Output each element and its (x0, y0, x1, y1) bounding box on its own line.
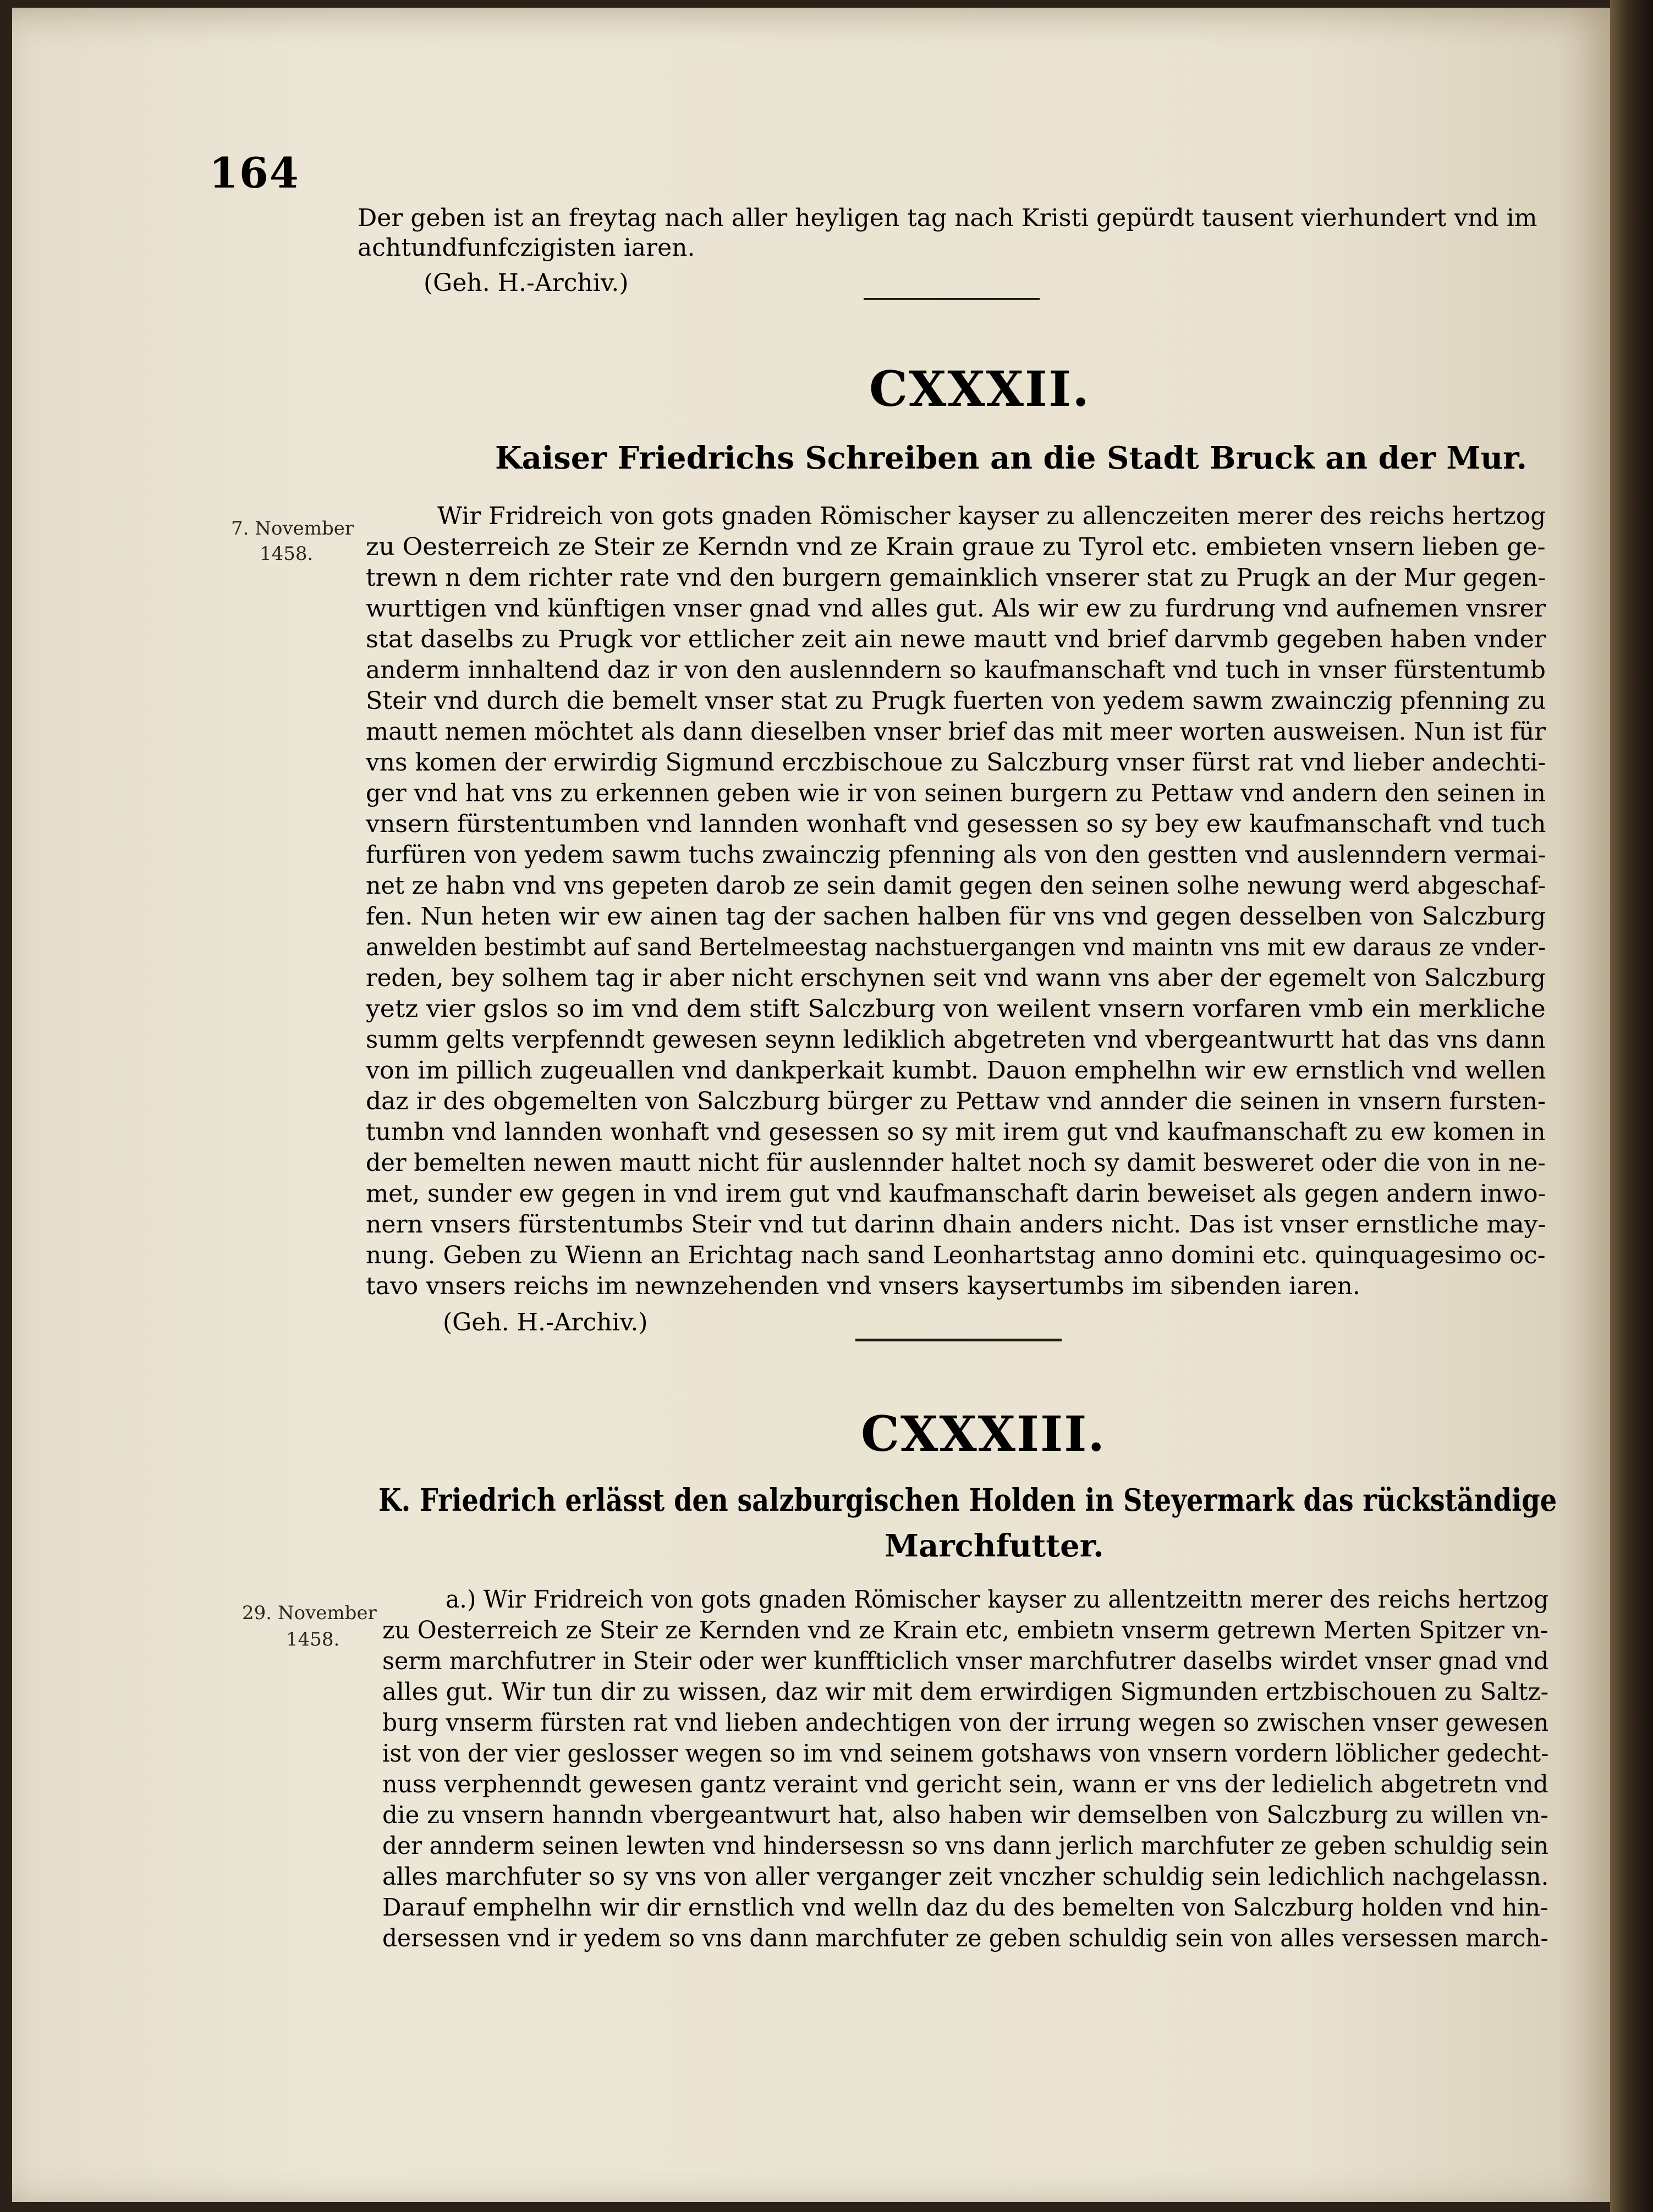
document-title: K. Friedrich erlässt den salzburgischen Holden in Steyermark das rückständige (378, 1482, 1557, 1518)
text-line: trewn n dem richter rate vnd den burgern gemainklich vnserer stat zu Prugk an der Mur gegen- (366, 564, 1546, 592)
text-line: alles gut. Wir tun dir zu wissen, daz wir mit dem erwirdigen Sigmunden ertzbischouen zu Saltz- (382, 1678, 1549, 1706)
book-spine (1610, 0, 1653, 2212)
intro-source: (Geh. H.-Archiv.) (424, 269, 629, 297)
section-divider (855, 1339, 1062, 1341)
document-number-heading: CXXXIII. (861, 1405, 1106, 1462)
text-line: zu Oesterreich ze Steir ze Kerndn vnd ze Krain graue zu Tyrol etc. embieten vnsern lieben ge- (366, 533, 1546, 561)
text-line: anwelden bestimbt auf sand Bertelmeestag nachstuergangen vnd maintn vns mit ew daraus ze vnder- (366, 933, 1546, 961)
document-source: (Geh. H.-Archiv.) (443, 1308, 648, 1336)
text-line: vnsern fürstentumben vnd lannden wonhaft vnd gesessen so sy bey ew kaufmanschaft vnd tuch (366, 810, 1546, 838)
text-line: der annderm seinen lewten vnd hindersessn so vns dann jerlich marchfuter ze geben schuldig sein (382, 1832, 1549, 1860)
text-line: summ gelts verpfenndt gewesen seynn lediklich abgetreten vnd vbergeantwurtt hat das vns dann (366, 1026, 1546, 1054)
text-line: daz ir des obgemelten von Salczburg bürger zu Pettaw vnd annder die seinen in vnsern fursten- (366, 1087, 1546, 1115)
text-line: reden, bey solhem tag ir aber nicht erschynen seit vnd wann vns aber der egemelt von Salczburg (366, 964, 1546, 992)
text-line: Darauf emphelhn wir dir ernstlich vnd welln daz du des bemelten von Salczburg holden vnd hin- (382, 1894, 1548, 1922)
text-line: dersessen vnd ir yedem so vns dann marchfuter ze geben schuldig sein von alles versessen march- (382, 1924, 1548, 1952)
text-line: mautt nemen möchtet als dann dieselben vnser brief das mit meer worten ausweisen. Nun ist für (366, 718, 1546, 746)
text-line: der bemelten newen mautt nicht für auslennder haltet noch sy damit besweret oder die von in ne- (366, 1149, 1546, 1177)
section-divider (864, 298, 1040, 300)
text-line: die zu vnsern hanndn vbergeantwurt hat, also haben wir demselben von Salczburg zu willen vn- (382, 1801, 1548, 1829)
text-line: met, sunder ew gegen in vnd irem gut vnd kaufmanschaft darin beweiset als gegen andern inwo- (366, 1180, 1546, 1208)
year-margin-note: 1458. (286, 1628, 340, 1650)
text-line: nuss verphenndt gewesen gantz veraint vnd gericht sein, wann er vns der ledielich abgetretn vnd (382, 1770, 1548, 1798)
text-line: von im pillich zugeuallen vnd dankperkait kumbt. Dauon emphelhn wir ew ernstlich vnd wellen (366, 1057, 1546, 1085)
intro-line: Der geben ist an freytag nach aller heyligen tag nach Kristi gepürdt tausent vierhundert vnd im (358, 204, 1537, 232)
date-margin-note: 7. November (231, 518, 354, 540)
text-line: furfüren von yedem sawm tuchs zwainczig pfenning als von den gestten vnd auslenndern vermai- (366, 841, 1546, 869)
date-margin-note: 29. November (242, 1602, 377, 1624)
year-margin-note: 1458. (260, 543, 314, 565)
text-line: nung. Geben zu Wienn an Erichtag nach sand Leonhartstag anno domini etc. quinquagesimo oc- (366, 1241, 1546, 1269)
document-number-heading: CXXXII. (869, 360, 1090, 417)
text-line: ist von der vier geslosser wegen so im vnd seinem gotshaws von vnsern vordern löblicher gedecht- (382, 1740, 1549, 1768)
text-line: nern vnsers fürstentumbs Steir vnd tut darinn dhain anders nicht. Das ist vnser ernstliche may- (366, 1210, 1546, 1239)
intro-line: achtundfunfczigisten iaren. (358, 234, 695, 262)
text-line: vns komen der erwirdig Sigmund erczbischoue zu Salczburg vnser fürst rat vnd lieber andechti- (366, 749, 1546, 777)
text-line: a.) Wir Fridreich von gots gnaden Römischer kayser zu allentzeittn merer des reichs hertzog (446, 1586, 1549, 1614)
text-line: alles marchfuter so sy vns von aller verganger zeit vnczher schuldig sein ledichlich nachgelassn. (382, 1863, 1549, 1891)
text-line: wurttigen vnd künftigen vnser gnad vnd alles gut. Als wir ew zu furdrung vnd aufnemen vnsrer (366, 595, 1546, 623)
document-title: Kaiser Friedrichs Schreiben an die Stadt Bruck an der Mur. (495, 440, 1527, 476)
text-line: stat daselbs zu Prugk vor ettlicher zeit ain newe mautt vnd brief darvmb gegeben haben vnder (366, 625, 1546, 653)
text-line: Steir vnd durch die bemelt vnser stat zu Prugk fuerten von yedem sawm zwainczig pfenning zu (366, 687, 1546, 715)
text-line: tavo vnsers reichs im newnzehenden vnd vnsers kaysertumbs im sibenden iaren. (366, 1272, 1360, 1300)
page-number: 164 (209, 148, 300, 197)
text-line: zu Oesterreich ze Steir ze Kernden vnd ze Krain etc, embietn vnserm getrewn Merten Spitzer vn- (382, 1616, 1548, 1644)
text-line: burg vnserm fürsten rat vnd lieben andechtigen von der irrung wegen so zwischen vnser gewesen (382, 1709, 1549, 1737)
text-line: ger vnd hat vns zu erkennen geben wie ir von seinen burgern zu Pettaw vnd andern den seinen in (366, 779, 1546, 807)
text-line: anderm innhaltend daz ir von den auslenndern so kaufmanschaft vnd tuch in vnser fürstentumb (366, 656, 1546, 684)
text-line: serm marchfutrer in Steir oder wer kunffticlich vnser marchfutrer daselbs wirdet vnser gnad vnd (382, 1647, 1549, 1675)
text-line: net ze habn vnd vns gepeten darob ze sein damit gegen den seinen solhe newung werd abgeschaf- (366, 872, 1546, 900)
text-line: tumbn vnd lannden wonhaft vnd gesessen so sy mit irem gut vnd kaufmanschaft zu ew komen in (366, 1118, 1546, 1146)
text-line: fen. Nun heten wir ew ainen tag der sachen halben für vns vnd gegen desselben von Salczburg (366, 903, 1546, 931)
text-line: Wir Fridreich von gots gnaden Römischer kayser zu allenczeiten merer des reichs hertzog (437, 502, 1546, 530)
text-line: yetz vier gslos so im vnd dem stift Salczburg von weilent vnsern vorfaren vmb ein merkliche (366, 995, 1546, 1023)
document-title-continued: Marchfutter. (885, 1528, 1104, 1564)
